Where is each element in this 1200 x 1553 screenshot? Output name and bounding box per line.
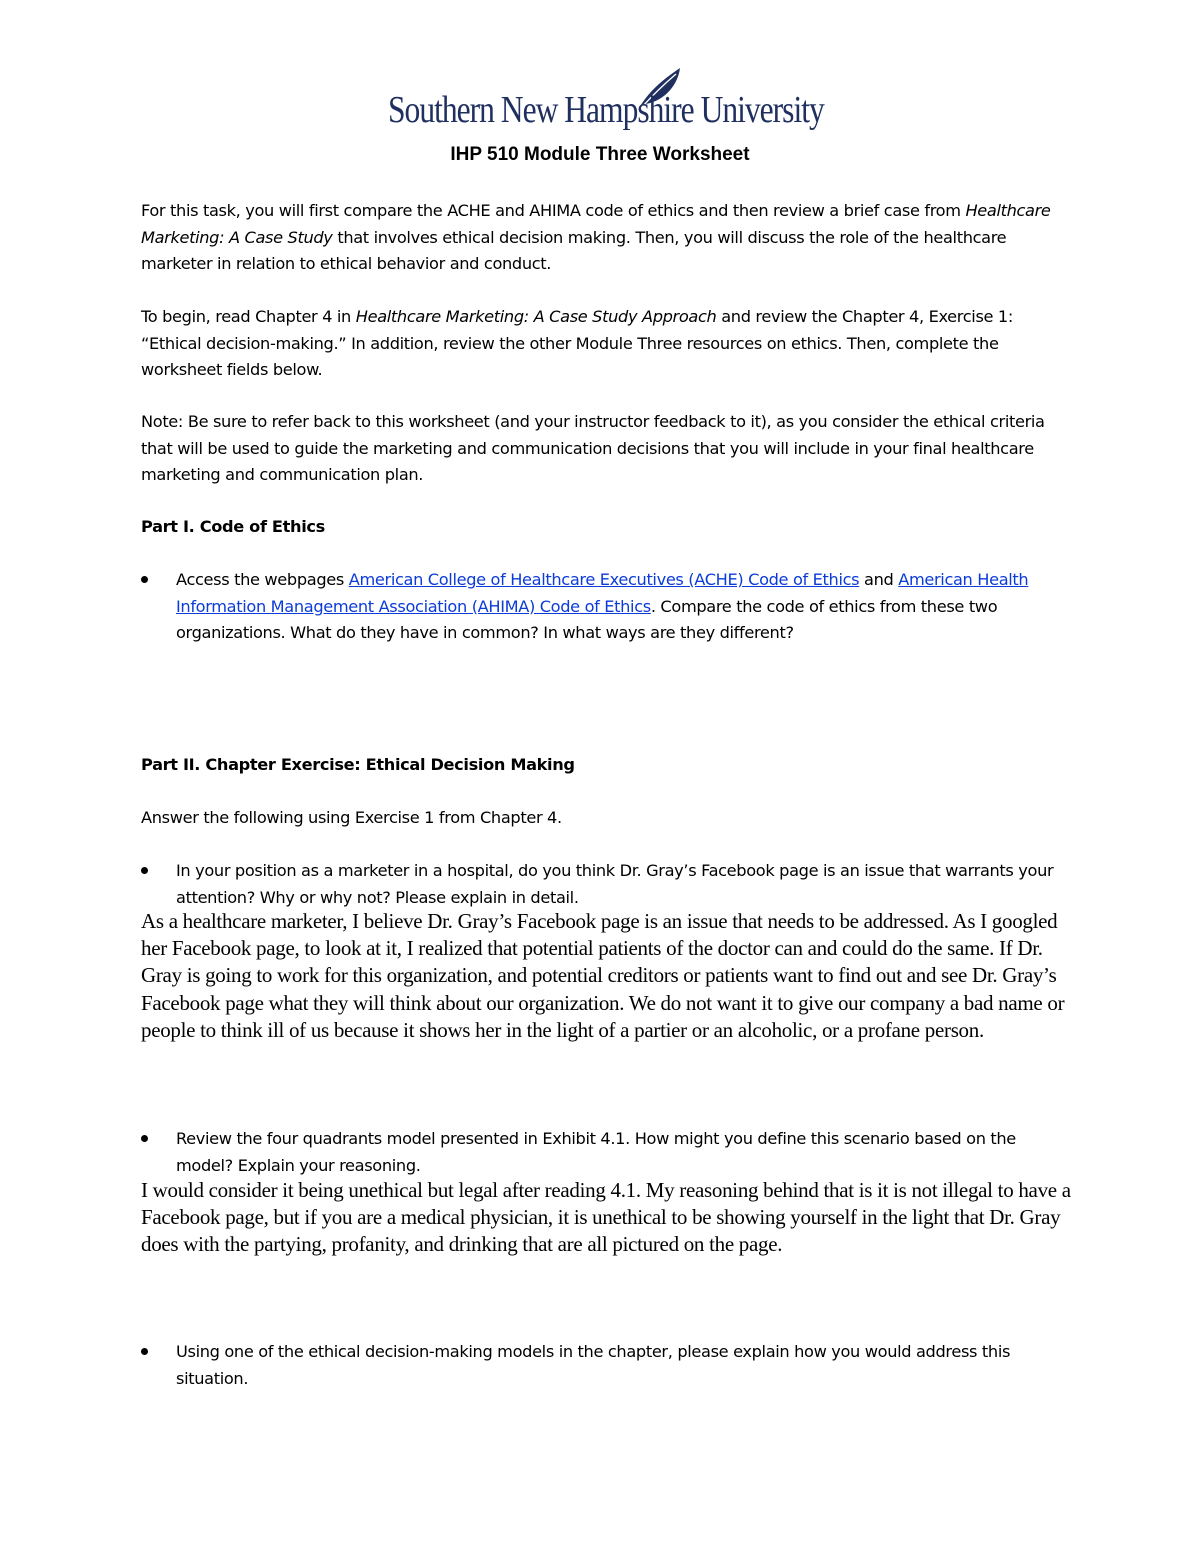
question-3-text: Using one of the ethical decision-making models in the chapter, please explain how you would address this situation. xyxy=(176,1342,1011,1388)
page-title: IHP 510 Module Three Worksheet xyxy=(450,144,750,165)
part-1-heading: Part I. Code of Ethics xyxy=(141,517,325,536)
question-2-text: Review the four quadrants model presented in Exhibit 4.1. How might you define this scenario based on the model? Explain your reasoning. xyxy=(176,1129,1016,1175)
bullet-dot-icon xyxy=(141,576,148,583)
part-1-question: Access the webpages American College of Healthcare Executives (ACHE) Code of Ethics and American Health Information Management Association (AHIMA) Code of Ethics. Compare the code of ethics from these two organizations. What do they have in common? In what ways are they different? xyxy=(176,570,1029,642)
question-1-text: In your position as a marketer in a hospital, do you think Dr. Gray’s Facebook page is an issue that warrants your attention? Why or why not? Please explain in detail. xyxy=(176,861,1054,907)
bullet-dot-icon xyxy=(141,1348,148,1355)
bullet-dot-icon xyxy=(141,867,148,874)
note-paragraph: Note: Be sure to refer back to this worksheet (and your instructor feedback to it), as you consider the ethical criteria that will be used to guide the marketing and communication decisions that you will include in your final healthcare marketing and communication plan. xyxy=(141,412,1045,484)
ache-code-of-ethics-link[interactable]: American College of Healthcare Executives (ACHE) Code of Ethics xyxy=(348,570,860,589)
ahima-code-of-ethics-link[interactable]: American Health Information Management Association (AHIMA) Code of Ethics xyxy=(176,570,1029,616)
question-1 xyxy=(141,858,1061,911)
university-name: Southern New Hampshire University xyxy=(388,89,824,131)
question-2 xyxy=(141,1126,1061,1179)
answer-1: As a healthcare marketer, I believe Dr. Gray’s Facebook page is an issue that needs to be addressed. As I googled her Facebook page, to look at it, I realized that potential patients of the doctor can and could do the same. If Dr. Gray is going to work for this organization, and potential creditors or patients want to find out and see Dr. Gray’s Facebook page what they will think about our organization. We do not want it to give our company a bad name or people to think ill of us because it shows her in the light of a partier or an alcoholic, or a profane person. xyxy=(141,909,1065,1042)
intro-paragraph-2: To begin, read Chapter 4 in Healthcare Marketing: A Case Study Approach and review the Chapter 4, Exercise 1: “Ethical decision-making.” In addition, review the other Module Three resources on ethics. Then, complete the worksheet fields below. xyxy=(141,307,1013,379)
part-1-bullet xyxy=(141,567,1061,647)
part-2-instruction: Answer the following using Exercise 1 from Chapter 4. xyxy=(141,808,562,827)
question-3 xyxy=(141,1339,1061,1392)
part-2-heading: Part II. Chapter Exercise: Ethical Decision Making xyxy=(141,755,575,774)
answer-2: I would consider it being unethical but legal after reading 4.1. My reasoning behind that is it is not illegal to have a Facebook page, but if you are a medical physician, it is unethical to be showing yourself in the light that Dr. Gray does with the partying, profanity, and drinking that are all pictured on the page. xyxy=(141,1178,1071,1257)
bullet-dot-icon xyxy=(141,1135,148,1142)
intro-paragraph-1: For this task, you will first compare the ACHE and AHIMA code of ethics and then review a brief case from Healthcare Marketing: A Case Study that involves ethical decision making. Then, you will discuss the role of the healthcare marketer in relation to ethical behavior and conduct. xyxy=(141,201,1051,273)
university-logo xyxy=(388,66,824,136)
